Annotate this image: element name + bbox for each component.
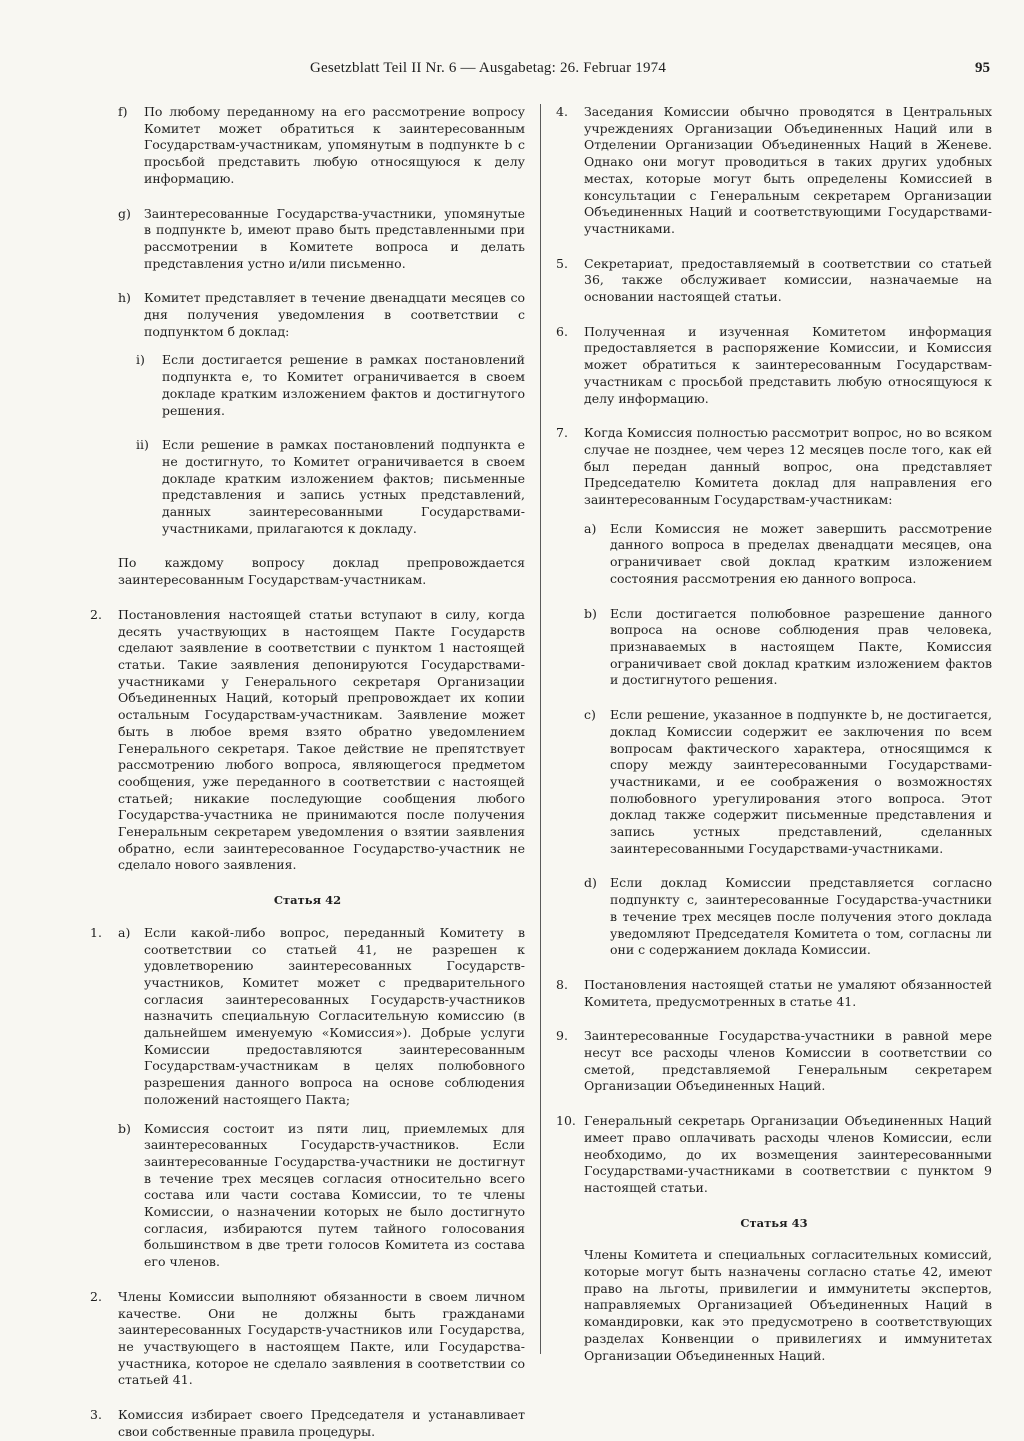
paragraph-2 [90, 607, 525, 874]
paragraph-text: Если Комиссия не может завершить рассмотрение данного вопроса в пределах двенадцати месяцев, она ограничивает свой доклад кратким изложением состояния рассмотрения ею данного вопроса. [610, 520, 992, 586]
subitem-h-i [90, 352, 525, 419]
paragraph-text: Заинтересованные Государства-участники в равной мере несут все расходы членов Комиссии в соответствии со сметой, представляемой Генеральным секретарем Организации Объединенных Наций. [584, 1028, 992, 1094]
marker: c) [584, 707, 596, 723]
marker: a) [118, 924, 131, 940]
paragraph-9 [556, 1028, 992, 1095]
paragraph-7d [556, 875, 992, 959]
article-42-heading: Статья 42 [273, 893, 342, 908]
marker: ii) [136, 437, 149, 453]
closing-paragraph: По каждому вопросу доклад препровождается заинтересованным Государствам-участникам. [118, 555, 525, 588]
marker: d) [584, 875, 597, 891]
marker: 10. [556, 1113, 576, 1129]
paragraph-4 [556, 104, 992, 238]
paragraph-text: Если решение, указанное в подпункте b, не достигается, доклад Комиссии содержит ее заключения по всем вопросам фактического характера, относящимся к спору между заинтересованными Государствами-участниками, и ее соображения о возможностях полюбовного урегулирования этого вопроса. Этот доклад также содержит письменные представления и запись устных представлений, сделанных заинтересованными Государствами-участниками. [610, 707, 992, 856]
paragraph-text: Секретариат, предоставляемый в соответствии со статьей 36, также обслуживает комиссии, назначаемые на основании настоящей статьи. [584, 255, 992, 305]
marker: 6. [556, 323, 568, 339]
paragraph-1a [90, 925, 525, 1109]
paragraph-text: Полученная и изученная Комитетом информация предоставляется в распоряжение Комиссии, и Комиссия может обратиться к заинтересованным Государствам-участникам с просьбой представить любую относящуюся к делу информацию. [584, 323, 992, 406]
paragraph-text: Если какой-либо вопрос, переданный Комитету в соответствии со статьей 41, не разрешен к удовлетворению заинтересованных Государств-участников, Комитет может с предварительного согласия заинтересованных Государств-участников назначить специальную Согласительную комиссию (в дальнейшем именуемую «Комиссия»). Добрые услуги Комиссии предоставляются заинтересованным Государствам-участникам в целях полюбовного разрешения данного вопроса на основе соблюдения положений настоящего Пакта; [144, 924, 525, 1107]
paragraph-text: Комиссия избирает своего Председателя и устанавливает свои собственные правила процедуры. [118, 1407, 525, 1439]
subitem-h-ii [90, 437, 525, 537]
marker: a) [584, 520, 597, 536]
subitem-text: Заинтересованные Государства-участники, упомянутые в подпункте b, имеют право быть представленными при рассмотрении в Комитете вопроса и делать представления устно и/или письменно. [144, 205, 525, 271]
paragraph-8 [556, 977, 992, 1010]
subitem-text: Комитет представляет в течение двенадцати месяцев со дня получения уведомления в соответствии с подпунктом б доклад: [144, 290, 525, 339]
marker: i) [136, 352, 145, 368]
marker: h) [118, 290, 131, 306]
right-column [556, 104, 992, 1404]
paragraph-text: Постановления настоящей статьи не умаляют обязанностей Комитета, предусмотренных в статье 41. [584, 976, 992, 1009]
subitem-h [90, 290, 525, 340]
left-column [90, 104, 525, 1439]
paragraph-text: Когда Комиссия полностью рассмотрит вопрос, но во всяком случае не позднее, чем через 12 месяцев после того, как ей был передан данный вопрос, она представляет Председателю Комитета доклад для направления его заинтересованным Государствам-участникам: [584, 425, 992, 508]
page-number: 95 [975, 60, 990, 76]
paragraph-2-art42 [90, 1289, 525, 1389]
article-43-text: Члены Комитета и специальных согласительных комиссий, которые могут быть назначены согласно статье 42, имеют право на льготы, привилегии и иммунитеты экспертов, направляемых Организацией Объединенных Наций в командировки, как это предусмотрено в соответствующих разделах Конвенции о привилегиях и иммунитетах Организации Объединенных Наций. [584, 1247, 992, 1363]
marker: 7. [556, 425, 568, 441]
paragraph-7c [556, 707, 992, 857]
article-43-heading: Статья 43 [740, 1215, 808, 1230]
subitem-text: Если достигается решение в рамках постановлений подпункта e, то Комитет ограничивается в своем докладе кратким изложением фактов и достигнутого решения. [162, 352, 525, 418]
marker: 2. [90, 606, 102, 622]
header-title: Gesetzblatt Teil II Nr. 6 — Ausgabetag: 26. Februar 1974 [310, 60, 667, 76]
subitem-text: По любому переданному на его рассмотрение вопросу Комитет может обратиться к заинтересованным Государствам-участникам, упомянутым в подпункте b с просьбой представить любую относящуюся к делу информацию. [144, 104, 525, 186]
paragraph-1b [90, 1121, 525, 1271]
paragraph-10 [556, 1113, 992, 1197]
paragraph-7b [556, 606, 992, 690]
paragraph-7 [556, 425, 992, 509]
marker: g) [118, 205, 131, 221]
column-divider [540, 104, 541, 1354]
marker: 9. [556, 1028, 568, 1044]
subitem-f [90, 104, 525, 188]
page-header [90, 60, 990, 84]
marker: b) [118, 1120, 131, 1136]
marker: b) [584, 605, 597, 621]
paragraph-text: Если достигается полюбовное разрешение данного вопроса на основе соблюдения прав человека, признаваемых в настоящем Пакте, Комиссия ограничивает свой доклад кратким изложением фактов и достигнутого решения. [610, 605, 992, 688]
paragraph-5 [556, 256, 992, 306]
paragraph-text: Если доклад Комиссии представляется согласно подпункту c, заинтересованные Государства-участники в течение трех месяцев после получения этого доклада уведомляют Председателя Комитета о том, согласны ли они с содержанием доклада Комиссии. [610, 875, 992, 958]
marker: 8. [556, 976, 568, 992]
paragraph-text: Генеральный секретарь Организации Объединенных Наций имеет право оплачивать расходы членов Комиссии, если необходимо, до их возмещения заинтересованными Государствами-участниками в соответствии с пунктом 9 настоящей статьи. [584, 1113, 992, 1195]
paragraph-3 [90, 1407, 525, 1440]
marker: f) [118, 104, 128, 119]
paragraph-text: Члены Комиссии выполняют обязанности в своем личном качестве. Они не должны быть гражданами заинтересованных Государств-участников или Государства, не участвующего в настоящем Пакте, или Государства-участника, которое не сделало заявления в соответствии со статьей 41. [118, 1288, 525, 1388]
paragraph-text: Постановления настоящей статьи вступают в силу, когда десять участвующих в настоящем Пакте Государств сделают заявление в соответствии с пунктом 1 настоящей статьи. Такие заявления депонируются Государствами-участниками у Генерального секретаря Организации Объединенных Наций, который препровождает их копии остальным Государствам-участникам. Заявление может быть в любое время взято обратно уведомлением Генерального секретаря. Такое действие не препятствует рассмотрению любого вопроса, являющегося предметом сообщения, уже переданного в соответствии с настоящей статьей; никакие последующие сообщения любого Государства-участника не принимаются после получения Генеральным секретарем уведомления о взятии заявления обратно, если заинтересованное Государство-участник не сделало нового заявления. [118, 606, 525, 873]
subitem-g [90, 206, 525, 273]
subitem-text: Если решение в рамках постановлений подпункта e не достигнуто, то Комитет ограничивается в своем докладе кратким изложением фактов; письменные представления и запись устных представлений, данных заинтересованными Государствами-участниками, прилагаются к докладу. [162, 437, 525, 536]
marker: 5. [556, 255, 568, 271]
paragraph-6 [556, 324, 992, 408]
paragraph-7a [556, 521, 992, 588]
paragraph-text: Комиссия состоит из пяти лиц, приемлемых для заинтересованных Государств-участников. Если заинтересованные Государства-участники не достигнут в течение трех месяцев согласия относительно всего состава или части состава Комиссии, то те члены Комиссии, о назначении которых не было достигнуто согласия, избираются путем тайного голосования большинством в две трети голосов Комитета из состава его членов. [144, 1120, 525, 1270]
marker: 3. [90, 1407, 102, 1423]
marker: 2. [90, 1288, 102, 1304]
paragraph-text: Заседания Комиссии обычно проводятся в Центральных учреждениях Организации Объединенных Наций или в Отделении Организации Объединенных Наций в Женеве. Однако они могут проводиться в таких других удобных местах, которые могут быть определены Комиссией в консультации с Генеральным секретарем Организации Объединенных Наций и соответствующими Государствами-участниками. [584, 104, 992, 236]
marker: 1. [90, 924, 102, 940]
marker: 4. [556, 104, 568, 119]
